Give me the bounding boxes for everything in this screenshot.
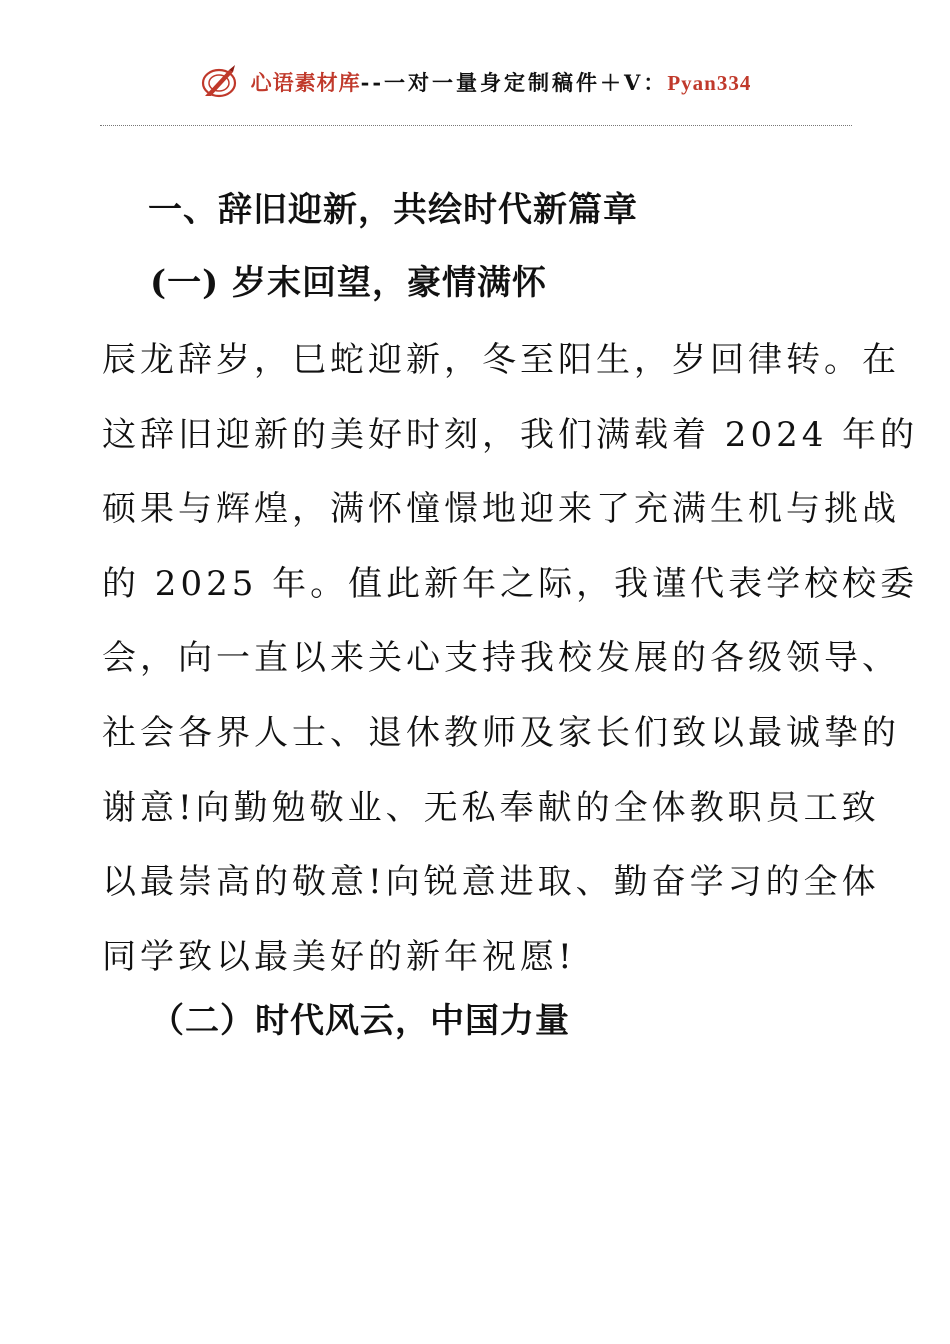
section-heading: 一、辞旧迎新，共绘时代新篇章 [148,190,638,230]
quill-pen-logo-icon [199,62,239,102]
header-slogan: --一对一量身定制稿件＋V： [360,70,668,95]
paragraph-line: 同学致以最美好的新年祝愿! [102,936,576,977]
paragraph-line: 以最崇高的敬意!向锐意进取、勤奋学习的全体 [102,862,880,903]
paragraph-line: 这辞旧迎新的美好时刻，我们满载着 2024 年的 [102,414,919,455]
paragraph-line: 会，向一直以来关心支持我校发展的各级领导、 [102,638,900,679]
subsection-heading-1: (一) 岁末回望，豪情满怀 [150,263,548,303]
header-text [251,67,752,97]
paragraph-line: 谢意!向勤勉敬业、无私奉献的全体教职员工致 [102,787,880,828]
subsection-heading-2: （二）时代风云，中国力量 [150,1001,570,1041]
page-header [0,60,950,104]
paragraph-line: 社会各界人士、退休教师及家长们致以最诚挚的 [102,712,900,753]
header-divider [100,125,852,126]
brand-name: 心语素材库 [250,70,361,95]
paragraph-line: 辰龙辞岁，巳蛇迎新，冬至阳生，岁回律转。在 [102,340,900,380]
body-paragraph [102,323,919,994]
paragraph-line: 的 2025 年。值此新年之际，我谨代表学校校委 [102,563,919,604]
contact-id: Pyan334 [667,71,752,95]
paragraph-line: 硕果与辉煌，满怀憧憬地迎来了充满生机与挑战 [102,489,900,530]
